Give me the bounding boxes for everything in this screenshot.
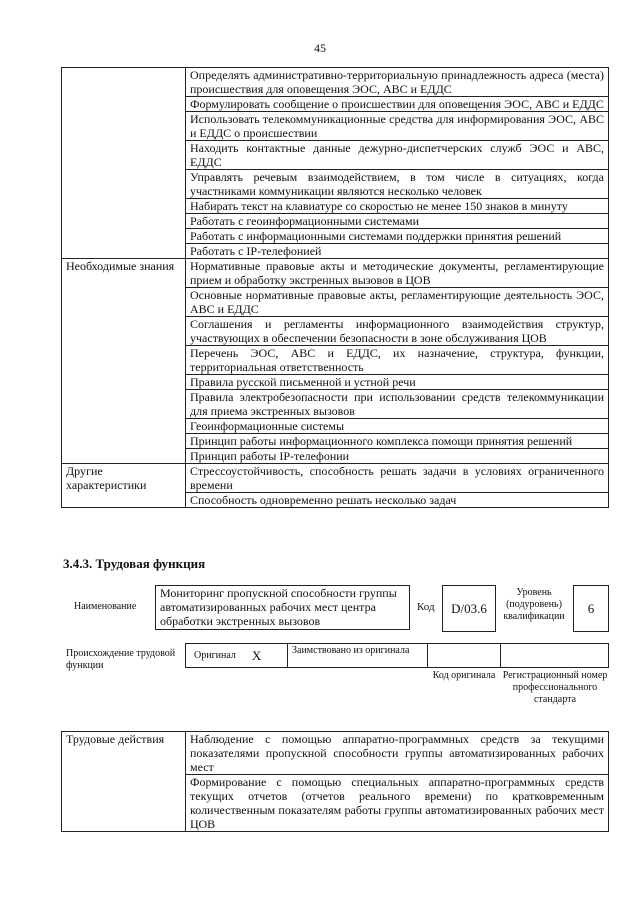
- row-item: Наблюдение с помощью аппаратно-программных средств за текущими показателями пропускной способности группы автоматизированных рабочих мест: [186, 732, 609, 775]
- code-label: Код: [417, 601, 435, 613]
- table-row: [62, 464, 609, 493]
- level-value-box: [573, 585, 609, 632]
- row-item: Работать с информационными системами поддержки принятия решений: [186, 229, 609, 244]
- row-item: Геоинформационные системы: [186, 419, 609, 434]
- row-item: Находить контактные данные дежурно-диспетчерских служб ЭОС и АВС, ЕДДС: [186, 141, 609, 170]
- row-category: Трудовые действия: [62, 732, 186, 832]
- row-item: Принцип работы информационного комплекса помощи принятия решений: [186, 434, 609, 449]
- level-value: 6: [587, 600, 595, 616]
- row-item: Формирование с помощью специальных аппаратно-программных средств текущих отчетов (отчетов реального времени) по кратковременным количественным показателям работы группы автоматизированных рабочих мест ЦОВ: [186, 775, 609, 832]
- row-item: Основные нормативные правовые акты, регламентирующие деятельность ЭОС, АВС и ЕДДС: [186, 288, 609, 317]
- labor-actions-table: [61, 731, 609, 832]
- origin-label: Происхождение трудовой функции: [66, 648, 176, 671]
- row-item: Правила русской письменной и устной речи: [186, 375, 609, 390]
- function-code-box: [442, 585, 496, 632]
- row-item: Набирать текст на клавиатуре со скоростью не менее 150 знаков в минуту: [186, 199, 609, 214]
- row-category: Необходимые знания: [62, 259, 186, 464]
- original-mark: X: [251, 647, 262, 663]
- row-category: Другие характеристики: [62, 464, 186, 508]
- row-item: Формулировать сообщение о происшествии для оповещения ЭОС, АВС и ЕДДС: [186, 97, 609, 112]
- function-code-value: D/03.6: [451, 600, 487, 616]
- name-label: Наименование: [74, 601, 137, 612]
- table-row: [62, 259, 609, 288]
- function-name-value: Мониторинг пропускной способности группы автоматизированных рабочих мест центра обработки экстренных вызовов: [160, 586, 397, 628]
- row-item: Определять административно-территориальную принадлежность адреса (места) происшествия для оповещения ЭОС, АВС и ЕДДС: [186, 68, 609, 97]
- origin-code-cell: [427, 643, 501, 668]
- row-item: Использовать телекоммуникационные средства для информирования ЭОС, АВС и ЕДДС о происшествии: [186, 112, 609, 141]
- origin-reg-cell: [500, 643, 609, 668]
- origin-borrowed-cell: [287, 643, 428, 668]
- row-item: Стрессоустойчивость, способность решать задачи в условиях ограниченного времени: [186, 464, 609, 493]
- row-item: Нормативные правовые акты и методические документы, регламентирующие прием и обработку экстренных вызовов в ЦОВ: [186, 259, 609, 288]
- function-name-box: [155, 585, 410, 630]
- borrowed-label: Заимствовано из оригинала: [292, 645, 410, 656]
- row-item: Способность одновременно решать несколько задач: [186, 493, 609, 508]
- section-title: 3.4.3. Трудовая функция: [63, 556, 206, 571]
- page-number: 45: [314, 41, 326, 55]
- origin-original-cell: [185, 643, 288, 668]
- row-item: Перечень ЭОС, АВС и ЕДДС, их назначение, структура, функции, территориальная ответственность: [186, 346, 609, 375]
- row-item: Соглашения и регламенты информационного взаимодействия структур, участвующих в обеспечении безопасности в зоне обслуживания ЦОВ: [186, 317, 609, 346]
- table-row: [62, 732, 609, 775]
- skills-knowledge-table: [61, 67, 609, 508]
- level-label: Уровень (подуровень) квалификации: [503, 587, 565, 622]
- row-category: [62, 68, 186, 259]
- code-original-caption: Код оригинала: [432, 670, 496, 681]
- row-item: Правила электробезопасности при использовании средств телекоммуникации для приема экстренных вызовов: [186, 390, 609, 419]
- reg-number-caption: Регистрационный номер профессионального стандарта: [502, 670, 608, 705]
- row-item: Работать с геоинформационными системами: [186, 214, 609, 229]
- table-row: [62, 68, 609, 97]
- row-item: Работать с IP-телефонией: [186, 244, 609, 259]
- row-item: Принцип работы IP-телефонии: [186, 449, 609, 464]
- original-label: Оригинал: [194, 649, 236, 661]
- row-item: Управлять речевым взаимодействием, в том числе в ситуациях, когда участниками коммуникации являются несколько человек: [186, 170, 609, 199]
